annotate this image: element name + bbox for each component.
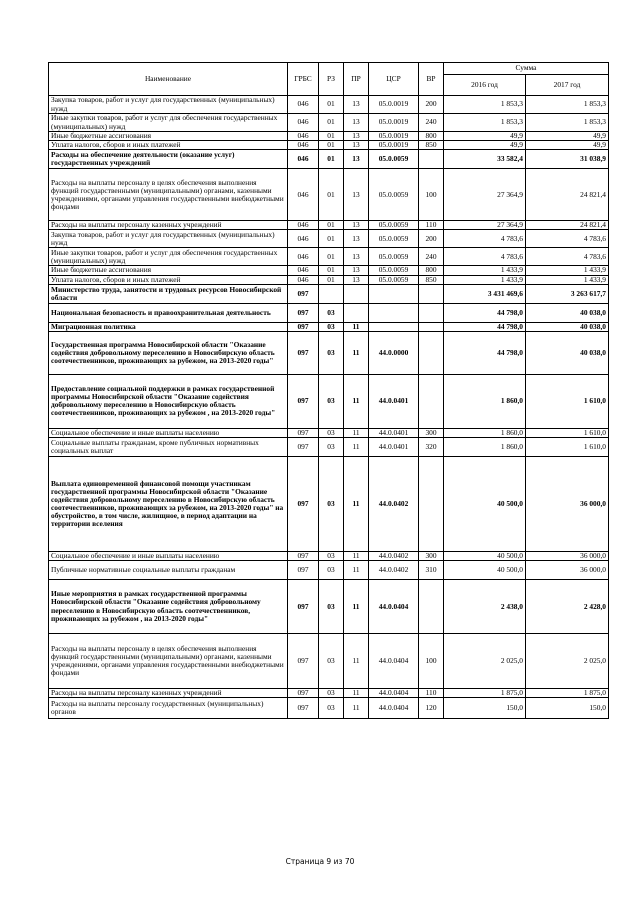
cell-vr xyxy=(419,284,444,303)
header-csr: ЦСР xyxy=(369,63,419,96)
cell-pr: 13 xyxy=(344,169,369,221)
cell-name: Расходы на обеспечение деятельности (оказание услуг) государственных учреждений xyxy=(49,150,288,169)
cell-grbs: 097 xyxy=(288,374,319,428)
header-2017: 2017 год xyxy=(526,75,609,96)
cell-rz: 01 xyxy=(319,141,344,150)
cell-csr: 44.0.0000 xyxy=(369,331,419,374)
cell-csr: 05.0.0019 xyxy=(369,132,419,141)
cell-csr: 05.0.0019 xyxy=(369,141,419,150)
cell-vr xyxy=(419,456,444,551)
cell-vr xyxy=(419,331,444,374)
cell-pr: 11 xyxy=(344,580,369,634)
table-row xyxy=(49,374,609,428)
table-row xyxy=(49,96,609,114)
cell-s2017: 1 610,0 xyxy=(526,374,609,428)
cell-rz: 03 xyxy=(319,437,344,456)
cell-name: Уплата налогов, сборов и иных платежей xyxy=(49,275,288,284)
cell-grbs: 046 xyxy=(288,132,319,141)
cell-grbs: 097 xyxy=(288,456,319,551)
header-rz: РЗ xyxy=(319,63,344,96)
cell-pr: 11 xyxy=(344,698,369,719)
table-row xyxy=(49,698,609,719)
cell-name: Закупка товаров, работ и услуг для государственных (муниципальных) нужд xyxy=(49,96,288,114)
cell-rz: 03 xyxy=(319,698,344,719)
cell-csr: 44.0.0404 xyxy=(369,634,419,689)
cell-s2016: 2 438,0 xyxy=(444,580,526,634)
cell-s2017: 1 610,0 xyxy=(526,428,609,437)
cell-rz: 01 xyxy=(319,114,344,132)
cell-grbs: 097 xyxy=(288,698,319,719)
cell-s2017: 31 038,9 xyxy=(526,150,609,169)
cell-s2017: 40 038,0 xyxy=(526,331,609,374)
cell-name: Предоставление социальной поддержки в рамках государственной программы Новосибирской области "Оказание содействия добровольному переселению в Новосибирскую область соотечественников, проживающих за рубежом , на 2013-2020 годы" xyxy=(49,374,288,428)
cell-csr xyxy=(369,322,419,331)
cell-name: Выплата единовременной финансовой помощи участникам государственной программы Новосибирской области "Оказание содействия добровольному переселению в Новосибирскую область соотечественников, проживающих за рубежом, на 2013-2020 годы" на обустройство, в том числе, жилищное, в период адаптации на территории вселения xyxy=(49,456,288,551)
cell-s2016: 44 798,0 xyxy=(444,331,526,374)
table-row xyxy=(49,331,609,374)
cell-vr xyxy=(419,580,444,634)
cell-name: Государственная программа Новосибирской области "Оказание содействия добровольному переселению в Новосибирскую область соотечественников, проживающих за рубежом, на 2013-2020 годы" xyxy=(49,331,288,374)
header-sum: Сумма xyxy=(444,63,609,75)
cell-pr: 11 xyxy=(344,634,369,689)
cell-pr: 13 xyxy=(344,221,369,230)
cell-s2017: 150,0 xyxy=(526,698,609,719)
cell-vr: 320 xyxy=(419,437,444,456)
cell-vr xyxy=(419,374,444,428)
cell-rz: 03 xyxy=(319,689,344,698)
cell-pr: 13 xyxy=(344,248,369,266)
cell-pr: 11 xyxy=(344,374,369,428)
cell-s2017: 1 433,9 xyxy=(526,266,609,275)
cell-grbs: 097 xyxy=(288,322,319,331)
cell-rz: 03 xyxy=(319,374,344,428)
cell-name: Расходы на выплаты персоналу государственных (муниципальных) органов xyxy=(49,698,288,719)
cell-rz: 01 xyxy=(319,169,344,221)
cell-csr: 05.0.0059 xyxy=(369,275,419,284)
table-row xyxy=(49,551,609,560)
cell-s2016: 150,0 xyxy=(444,698,526,719)
cell-pr: 11 xyxy=(344,331,369,374)
cell-s2017: 49,9 xyxy=(526,141,609,150)
cell-s2016: 44 798,0 xyxy=(444,322,526,331)
table-row xyxy=(49,266,609,275)
cell-s2016: 33 582,4 xyxy=(444,150,526,169)
cell-s2017: 1 853,3 xyxy=(526,96,609,114)
cell-rz: 03 xyxy=(319,456,344,551)
cell-s2017: 1 433,9 xyxy=(526,275,609,284)
cell-rz xyxy=(319,284,344,303)
cell-s2016: 27 364,9 xyxy=(444,169,526,221)
cell-s2017: 1 610,0 xyxy=(526,437,609,456)
cell-csr: 05.0.0059 xyxy=(369,266,419,275)
cell-pr: 11 xyxy=(344,551,369,560)
cell-name: Иные мероприятия в рамках государственной программы Новосибирской области "Оказание содействия добровольному переселению в Новосибирскую область соотечественников, проживающих за рубежом , на 2013-2020 годы" xyxy=(49,580,288,634)
cell-s2016: 49,9 xyxy=(444,132,526,141)
table-row xyxy=(49,634,609,689)
cell-rz: 01 xyxy=(319,275,344,284)
header-2016: 2016 год xyxy=(444,75,526,96)
cell-s2016: 40 500,0 xyxy=(444,551,526,560)
cell-rz: 01 xyxy=(319,150,344,169)
cell-s2016: 1 853,3 xyxy=(444,96,526,114)
cell-pr: 11 xyxy=(344,689,369,698)
cell-grbs: 097 xyxy=(288,303,319,322)
table-row xyxy=(49,114,609,132)
cell-vr: 850 xyxy=(419,141,444,150)
cell-vr: 240 xyxy=(419,248,444,266)
cell-s2017: 2 025,0 xyxy=(526,634,609,689)
cell-grbs: 046 xyxy=(288,96,319,114)
table-row xyxy=(49,580,609,634)
cell-s2016: 4 783,6 xyxy=(444,248,526,266)
cell-s2017: 1 875,0 xyxy=(526,689,609,698)
cell-vr: 200 xyxy=(419,96,444,114)
cell-grbs: 046 xyxy=(288,114,319,132)
cell-rz: 01 xyxy=(319,248,344,266)
cell-s2016: 2 025,0 xyxy=(444,634,526,689)
table-row xyxy=(49,141,609,150)
cell-s2017: 40 038,0 xyxy=(526,322,609,331)
cell-grbs: 046 xyxy=(288,230,319,248)
cell-rz: 01 xyxy=(319,132,344,141)
cell-grbs: 097 xyxy=(288,634,319,689)
table-row xyxy=(49,322,609,331)
page-number: Страница 9 из 70 xyxy=(285,857,355,866)
cell-vr: 310 xyxy=(419,561,444,580)
cell-csr: 05.0.0019 xyxy=(369,96,419,114)
cell-vr: 850 xyxy=(419,275,444,284)
header-vr: ВР xyxy=(419,63,444,96)
cell-vr: 240 xyxy=(419,114,444,132)
cell-s2016: 1 433,9 xyxy=(444,275,526,284)
header-pr: ПР xyxy=(344,63,369,96)
cell-csr: 44.0.0402 xyxy=(369,561,419,580)
cell-rz: 01 xyxy=(319,266,344,275)
cell-csr: 44.0.0401 xyxy=(369,437,419,456)
cell-s2016: 4 783,6 xyxy=(444,230,526,248)
cell-name: Расходы на выплаты персоналу казенных учреждений xyxy=(49,221,288,230)
cell-vr: 100 xyxy=(419,634,444,689)
cell-grbs: 046 xyxy=(288,221,319,230)
cell-grbs: 097 xyxy=(288,561,319,580)
cell-grbs: 046 xyxy=(288,169,319,221)
cell-grbs: 046 xyxy=(288,275,319,284)
table-row xyxy=(49,248,609,266)
budget-table xyxy=(48,62,609,719)
cell-vr: 110 xyxy=(419,221,444,230)
cell-s2016: 49,9 xyxy=(444,141,526,150)
table-row xyxy=(49,275,609,284)
cell-vr: 800 xyxy=(419,132,444,141)
cell-pr: 11 xyxy=(344,456,369,551)
cell-name: Иные бюджетные ассигнования xyxy=(49,266,288,275)
cell-grbs: 097 xyxy=(288,331,319,374)
cell-pr: 11 xyxy=(344,322,369,331)
cell-csr xyxy=(369,284,419,303)
cell-s2017: 1 853,3 xyxy=(526,114,609,132)
table-row xyxy=(49,689,609,698)
cell-grbs: 046 xyxy=(288,248,319,266)
cell-rz: 03 xyxy=(319,322,344,331)
cell-name: Министерство труда, занятости и трудовых ресурсов Новосибирской области xyxy=(49,284,288,303)
cell-csr: 44.0.0404 xyxy=(369,689,419,698)
cell-name: Расходы на выплаты персоналу казенных учреждений xyxy=(49,689,288,698)
cell-grbs: 097 xyxy=(288,689,319,698)
cell-vr: 200 xyxy=(419,230,444,248)
cell-vr: 120 xyxy=(419,698,444,719)
cell-s2017: 49,9 xyxy=(526,132,609,141)
cell-s2016: 1 860,0 xyxy=(444,428,526,437)
cell-rz: 03 xyxy=(319,303,344,322)
cell-s2016: 40 500,0 xyxy=(444,561,526,580)
table-row xyxy=(49,150,609,169)
cell-name: Иные закупки товаров, работ и услуг для обеспечения государственных (муниципальных) нужд xyxy=(49,248,288,266)
cell-rz: 03 xyxy=(319,634,344,689)
cell-vr: 110 xyxy=(419,689,444,698)
cell-rz: 03 xyxy=(319,551,344,560)
cell-grbs: 097 xyxy=(288,551,319,560)
cell-s2017: 24 821,4 xyxy=(526,221,609,230)
cell-pr: 13 xyxy=(344,96,369,114)
table-row xyxy=(49,437,609,456)
cell-s2016: 1 860,0 xyxy=(444,437,526,456)
cell-s2016: 1 853,3 xyxy=(444,114,526,132)
cell-csr: 05.0.0019 xyxy=(369,114,419,132)
cell-csr: 05.0.0059 xyxy=(369,221,419,230)
cell-vr xyxy=(419,322,444,331)
cell-s2017: 40 038,0 xyxy=(526,303,609,322)
cell-name: Уплата налогов, сборов и иных платежей xyxy=(49,141,288,150)
table-row xyxy=(49,284,609,303)
cell-pr: 11 xyxy=(344,428,369,437)
cell-name: Социальное обеспечение и иные выплаты населению xyxy=(49,551,288,560)
cell-vr: 100 xyxy=(419,169,444,221)
cell-s2016: 44 798,0 xyxy=(444,303,526,322)
cell-name: Социальные выплаты гражданам, кроме публичных нормативных социальных выплат xyxy=(49,437,288,456)
cell-vr xyxy=(419,303,444,322)
cell-s2017: 3 263 617,7 xyxy=(526,284,609,303)
cell-name: Социальное обеспечение и иные выплаты населению xyxy=(49,428,288,437)
cell-grbs: 046 xyxy=(288,141,319,150)
cell-pr: 13 xyxy=(344,266,369,275)
cell-s2016: 1 860,0 xyxy=(444,374,526,428)
table-row xyxy=(49,456,609,551)
cell-pr: 13 xyxy=(344,132,369,141)
cell-csr: 05.0.0059 xyxy=(369,248,419,266)
cell-s2017: 4 783,6 xyxy=(526,230,609,248)
cell-s2016: 1 433,9 xyxy=(444,266,526,275)
cell-rz: 01 xyxy=(319,96,344,114)
cell-csr: 44.0.0404 xyxy=(369,580,419,634)
table-row xyxy=(49,561,609,580)
cell-s2016: 1 875,0 xyxy=(444,689,526,698)
cell-s2016: 40 500,0 xyxy=(444,456,526,551)
cell-grbs: 097 xyxy=(288,437,319,456)
table-row xyxy=(49,221,609,230)
cell-csr: 05.0.0059 xyxy=(369,169,419,221)
cell-grbs: 097 xyxy=(288,284,319,303)
cell-s2017: 36 000,0 xyxy=(526,456,609,551)
cell-pr: 11 xyxy=(344,437,369,456)
cell-name: Расходы на выплаты персоналу в целях обеспечения выполнения функций государственными (муниципальными) органами, казенными учреждениями, органами управления государственными внебюджетными фондами xyxy=(49,169,288,221)
cell-name: Национальная безопасность и правоохранительная деятельность xyxy=(49,303,288,322)
cell-s2017: 24 821,4 xyxy=(526,169,609,221)
cell-s2017: 4 783,6 xyxy=(526,248,609,266)
cell-vr: 300 xyxy=(419,551,444,560)
cell-pr: 13 xyxy=(344,275,369,284)
cell-name: Миграционная политика xyxy=(49,322,288,331)
cell-s2017: 36 000,0 xyxy=(526,561,609,580)
cell-rz: 03 xyxy=(319,331,344,374)
cell-grbs: 046 xyxy=(288,150,319,169)
cell-pr: 13 xyxy=(344,230,369,248)
cell-pr: 13 xyxy=(344,114,369,132)
table-body xyxy=(49,96,609,719)
table-row xyxy=(49,230,609,248)
cell-csr: 44.0.0404 xyxy=(369,698,419,719)
cell-name: Расходы на выплаты персоналу в целях обеспечения выполнения функций государственными (муниципальными) органами, казенными учреждениями, органами управления государственными внебюджетными фондами xyxy=(49,634,288,689)
cell-csr: 44.0.0402 xyxy=(369,551,419,560)
cell-name: Иные закупки товаров, работ и услуг для обеспечения государственных (муниципальных) нужд xyxy=(49,114,288,132)
cell-pr xyxy=(344,303,369,322)
cell-grbs: 097 xyxy=(288,428,319,437)
header-grbs: ГРБС xyxy=(288,63,319,96)
table-row xyxy=(49,169,609,221)
cell-csr: 44.0.0401 xyxy=(369,428,419,437)
table-row xyxy=(49,303,609,322)
cell-s2017: 2 428,0 xyxy=(526,580,609,634)
cell-csr: 05.0.0059 xyxy=(369,230,419,248)
cell-rz: 01 xyxy=(319,221,344,230)
cell-grbs: 097 xyxy=(288,580,319,634)
cell-s2016: 27 364,9 xyxy=(444,221,526,230)
cell-csr: 44.0.0401 xyxy=(369,374,419,428)
cell-rz: 03 xyxy=(319,428,344,437)
cell-csr: 44.0.0402 xyxy=(369,456,419,551)
cell-s2016: 3 431 469,6 xyxy=(444,284,526,303)
cell-pr: 11 xyxy=(344,561,369,580)
cell-s2017: 36 000,0 xyxy=(526,551,609,560)
cell-name: Публичные нормативные социальные выплаты гражданам xyxy=(49,561,288,580)
cell-rz: 01 xyxy=(319,230,344,248)
cell-vr xyxy=(419,150,444,169)
cell-rz: 03 xyxy=(319,580,344,634)
cell-rz: 03 xyxy=(319,561,344,580)
cell-pr xyxy=(344,284,369,303)
cell-csr: 05.0.0059 xyxy=(369,150,419,169)
cell-grbs: 046 xyxy=(288,266,319,275)
cell-name: Иные бюджетные ассигнования xyxy=(49,132,288,141)
cell-vr: 800 xyxy=(419,266,444,275)
cell-vr: 300 xyxy=(419,428,444,437)
cell-pr: 13 xyxy=(344,150,369,169)
table-row xyxy=(49,428,609,437)
cell-csr xyxy=(369,303,419,322)
cell-name: Закупка товаров, работ и услуг для государственных (муниципальных) нужд xyxy=(49,230,288,248)
cell-pr: 13 xyxy=(344,141,369,150)
header-name: Наименование xyxy=(49,63,288,96)
